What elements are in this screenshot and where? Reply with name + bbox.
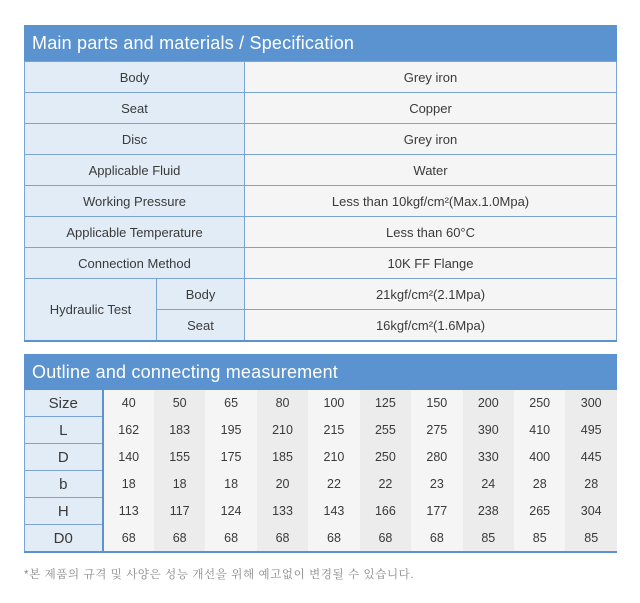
outline-row-label: b [25,471,103,498]
outline-cell: 300 [565,390,617,417]
outline-row-label: L [25,417,103,444]
outline-cell: 68 [411,525,462,553]
outline-cell: 85 [463,525,514,553]
outline-row-label: D0 [25,525,103,553]
outline-cell: 100 [308,390,359,417]
outline-cell: 275 [411,417,462,444]
outline-cell: 250 [360,444,411,471]
outline-cell: 265 [514,498,565,525]
outline-cell: 80 [257,390,308,417]
outline-cell: 162 [103,417,154,444]
outline-panel [24,354,617,553]
outline-cell: 125 [360,390,411,417]
outline-row [25,390,618,417]
spec-row [25,62,617,93]
outline-cell: 68 [103,525,154,553]
spec-value: Less than 10kgf/cm²(Max.1.0Mpa) [245,186,617,217]
spec-value: Less than 60°C [245,217,617,248]
outline-cell: 85 [514,525,565,553]
outline-cell: 495 [565,417,617,444]
outline-cell: 410 [514,417,565,444]
spec-row [25,124,617,155]
outline-cell: 215 [308,417,359,444]
outline-cell: 28 [514,471,565,498]
spec-row [25,93,617,124]
outline-row [25,471,618,498]
outline-table [24,390,617,553]
outline-cell: 18 [205,471,256,498]
spec-value: Grey iron [245,124,617,155]
outline-cell: 255 [360,417,411,444]
outline-cell: 143 [308,498,359,525]
outline-cell: 195 [205,417,256,444]
spec-value: Grey iron [245,62,617,93]
outline-cell: 210 [257,417,308,444]
outline-row [25,444,618,471]
outline-cell: 183 [154,417,205,444]
outline-cell: 22 [360,471,411,498]
spec-label: Working Pressure [25,186,245,217]
outline-cell: 68 [360,525,411,553]
spec-label: Disc [25,124,245,155]
spec-label: Connection Method [25,248,245,279]
outline-cell: 250 [514,390,565,417]
spec-value: 21kgf/cm²(2.1Mpa) [245,279,617,310]
spec-row [25,186,617,217]
spec-value: Copper [245,93,617,124]
outline-cell: 68 [308,525,359,553]
outline-cell: 445 [565,444,617,471]
outline-cell: 85 [565,525,617,553]
outline-cell: 65 [205,390,256,417]
outline-cell: 390 [463,417,514,444]
outline-row-label: H [25,498,103,525]
outline-cell: 185 [257,444,308,471]
spec-row [25,217,617,248]
disclaimer-note: *본 제품의 규격 및 사양은 성능 개선을 위해 예고없이 변경될 수 있습니다. [24,569,415,581]
spec-label: Applicable Fluid [25,155,245,186]
spec-label: Body [25,62,245,93]
spec-sublabel: Seat [157,310,245,342]
outline-cell: 68 [205,525,256,553]
outline-cell: 23 [411,471,462,498]
outline-cell: 28 [565,471,617,498]
spec-panel [24,25,617,342]
outline-cell: 200 [463,390,514,417]
outline-cell: 18 [154,471,205,498]
outline-cell: 330 [463,444,514,471]
spec-label: Applicable Temperature [25,217,245,248]
outline-cell: 210 [308,444,359,471]
outline-row [25,417,618,444]
outline-cell: 400 [514,444,565,471]
spec-table [24,61,617,342]
outline-cell: 238 [463,498,514,525]
outline-cell: 124 [205,498,256,525]
outline-cell: 24 [463,471,514,498]
outline-cell: 280 [411,444,462,471]
outline-row-label: Size [25,390,103,417]
outline-cell: 166 [360,498,411,525]
outline-row [25,525,618,553]
spec-row [25,279,617,310]
outline-row [25,498,618,525]
outline-cell: 68 [257,525,308,553]
outline-cell: 40 [103,390,154,417]
spec-title: Main parts and materials / Specification [24,25,617,61]
outline-cell: 22 [308,471,359,498]
outline-cell: 177 [411,498,462,525]
spec-sublabel: Body [157,279,245,310]
outline-cell: 150 [411,390,462,417]
outline-cell: 133 [257,498,308,525]
spec-row [25,155,617,186]
outline-row-label: D [25,444,103,471]
outline-cell: 140 [103,444,154,471]
outline-cell: 50 [154,390,205,417]
outline-cell: 18 [103,471,154,498]
outline-cell: 68 [154,525,205,553]
spec-row [25,248,617,279]
outline-cell: 155 [154,444,205,471]
spec-value: 10K FF Flange [245,248,617,279]
spec-value: 16kgf/cm²(1.6Mpa) [245,310,617,342]
outline-cell: 20 [257,471,308,498]
spec-value: Water [245,155,617,186]
outline-cell: 113 [103,498,154,525]
spec-label: Seat [25,93,245,124]
outline-cell: 304 [565,498,617,525]
outline-cell: 117 [154,498,205,525]
hydraulic-test-label: Hydraulic Test [25,279,157,342]
outline-cell: 175 [205,444,256,471]
outline-title: Outline and connecting measurement [24,354,617,390]
